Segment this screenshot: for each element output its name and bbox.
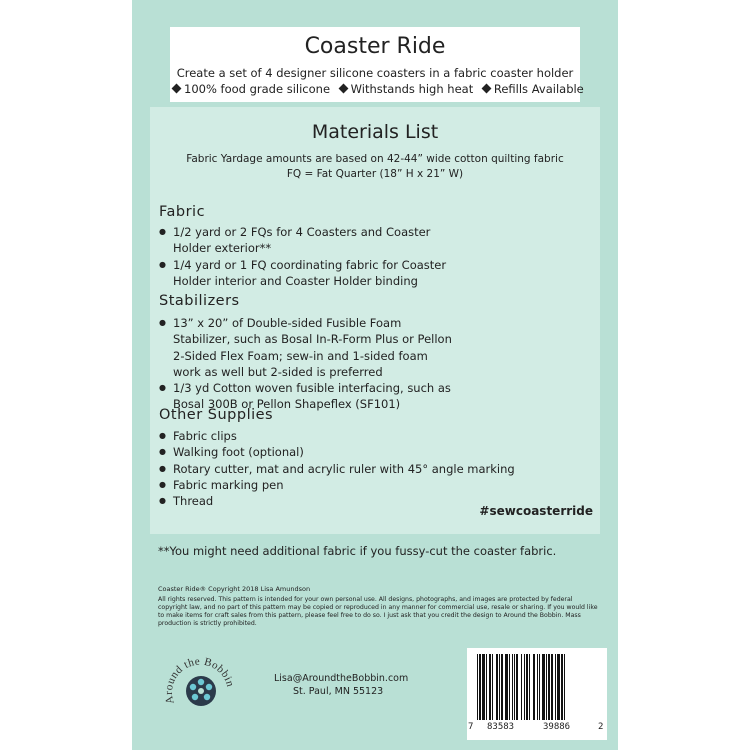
fabric-list [159,224,459,289]
diamond-bullet-icon [481,84,491,94]
materials-panel [150,107,600,534]
section-heading-other-supplies: Other Supplies [159,407,274,423]
barcode-bar [501,654,503,720]
feature-list [170,82,584,96]
barcode-bar [548,654,550,720]
barcode-bar [524,654,525,720]
feature-item: Withstands high heat [340,82,474,96]
diamond-bullet-icon [172,84,182,94]
feature-item: Refills Available [483,82,584,96]
barcode-bar [539,654,540,720]
barcode-bar [542,654,545,720]
barcode-bar [529,654,530,720]
barcode-bar [551,654,553,720]
barcode-bar [564,654,565,720]
hashtag: #sewcoasterride [479,504,593,518]
barcode-bar [492,654,493,720]
barcode-bar [537,654,538,720]
barcode-digit: 7 [468,722,474,732]
fat-quarter-note: FQ = Fat Quarter (18” H x 21” W) [286,168,464,180]
barcode-bar [499,654,500,720]
barcode-bar [533,654,535,720]
barcode-bar [521,654,522,720]
barcode-bar [516,654,518,720]
around-the-bobbin-logo [162,651,240,729]
barcode-bar [512,654,513,720]
barcode-bar [496,654,498,720]
pattern-subtitle: Create a set of 4 designer silicone coasters in a fabric coaster holder [176,66,574,80]
list-item: ● Fabric clips [159,428,589,444]
barcode-bar [561,654,563,720]
list-item: ● Rotary cutter, mat and acrylic ruler with 45° angle marking [159,461,589,477]
list-item: ● Fabric marking pen [159,477,589,493]
barcode-bar [479,654,481,720]
barcode-bar [526,654,528,720]
section-heading-fabric: Fabric [159,204,206,220]
barcode-bar [489,654,491,720]
barcode-digit: 2 [598,722,604,732]
legal-notice: All rights reserved. This pattern is intended for your own personal use. All designs, photographs, and images are protected by federal copyright law, and no part of this pattern may be copied or reproduced in any manner for commercial use, resale or sharing. If you would like to make items for craft sales from this pattern, please feel free to do so. I just ask that you credit the design to Around the Bobbin. Mass production is strictly prohibited. [158,596,598,627]
barcode-bar [477,654,478,720]
barcode [467,648,607,740]
contact-email[interactable]: Lisa@AroundtheBobbin.com [274,673,409,684]
other-supplies-list [159,428,589,509]
barcode-bar [546,654,547,720]
list-item: ● 1/2 yard or 2 FQs for 4 Coasters and Coaster Holder exterior** [159,224,459,257]
contact-info [274,672,408,698]
barcode-bar [509,654,510,720]
barcode-digit: 39886 [543,722,571,732]
barcode-bar [482,654,485,720]
stabilizers-list [159,315,459,413]
section-heading-stabilizers: Stabilizers [159,293,240,309]
barcode-bars [475,654,599,722]
barcode-digit: 83583 [487,722,515,732]
copyright-line: Coaster Ride® Copyright 2018 Lisa Amundson [158,585,311,593]
list-item: ● 1/4 yard or 1 FQ coordinating fabric for Coaster Holder interior and Coaster Holder binding [159,257,459,290]
barcode-bar [486,654,487,720]
list-item: ● 13” x 20” of Double-sided Fusible Foam Stabilizer, such as Bosal In-R-Form Plus or Pellon 2-Sided Flex Foam; sew-in and 1-sided foam work as well but 2-sided is preferred [159,315,459,380]
feature-item: 100% food grade silicone [173,82,330,96]
contact-address: St. Paul, MN 55123 [293,686,384,697]
list-item: ● 1/3 yd Cotton woven fusible interfacing, such as Bosal 300B or Pellon Shapeflex (SF101) [159,380,459,413]
pattern-title: Coaster Ride [304,34,446,59]
barcode-bar [514,654,515,720]
fabric-footnote: **You might need additional fabric if you fussy-cut the coaster fabric. [158,544,557,558]
diamond-bullet-icon [338,84,348,94]
title-box [170,27,584,102]
yardage-note: Fabric Yardage amounts are based on 42-44” wide cotton quilting fabric [186,153,564,165]
logo-text: Around the Bobbin [162,655,237,706]
list-item: ● Thread [159,493,589,509]
bobbin-icon [162,651,240,729]
list-item: ● Walking foot (optional) [159,444,589,460]
barcode-bar [557,654,560,720]
materials-title: Materials List [311,121,439,143]
barcode-bar [555,654,556,720]
barcode-bar [505,654,508,720]
